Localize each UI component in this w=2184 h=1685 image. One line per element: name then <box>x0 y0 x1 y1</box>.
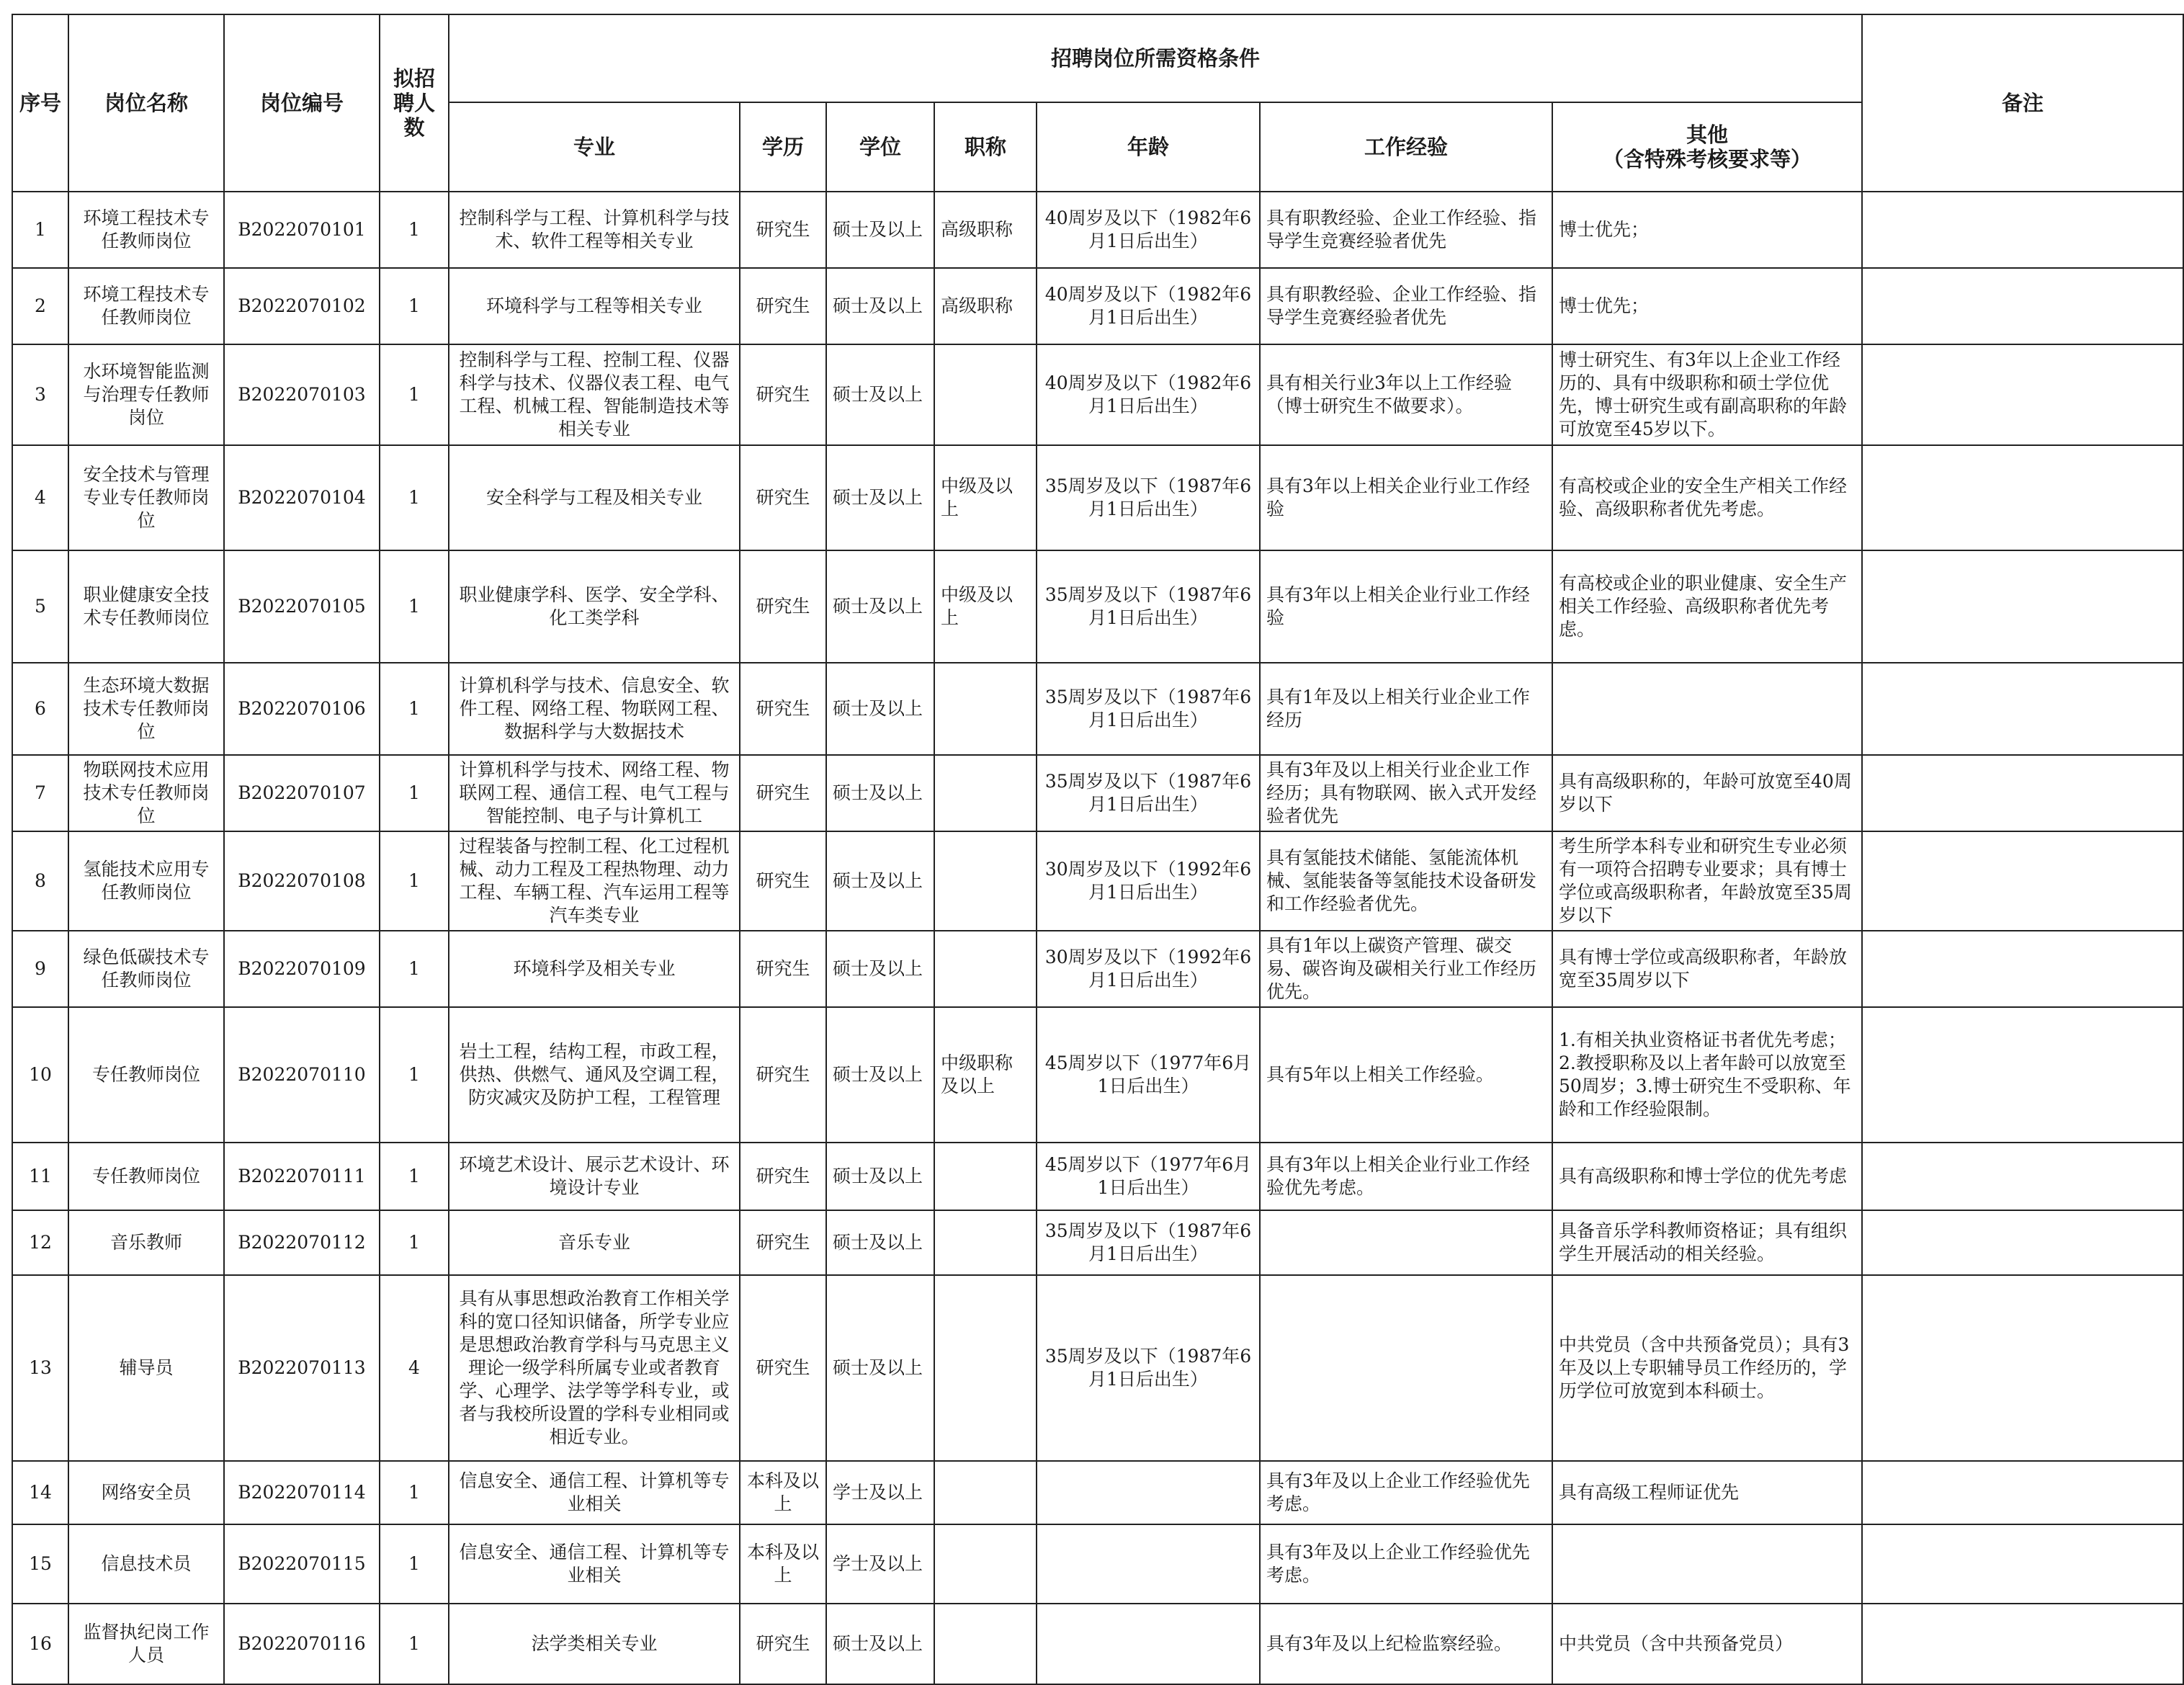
cell-other: 中共党员（含中共预备党员） <box>1552 1604 1862 1684</box>
cell-degree: 硕士及以上 <box>826 550 934 663</box>
cell-seq: 12 <box>12 1210 68 1275</box>
table-row <box>12 192 2183 268</box>
header-other-line2: （含特殊考核要求等） <box>1603 147 1812 171</box>
cell-education: 研究生 <box>740 268 826 344</box>
cell-other: 具有高级工程师证优先 <box>1552 1461 1862 1524</box>
cell-age: 40周岁及以下（1982年6月1日后出生） <box>1037 344 1260 445</box>
cell-experience <box>1260 1275 1552 1461</box>
cell-title <box>934 1210 1037 1275</box>
cell-major: 计算机科学与技术、信息安全、软件工程、网络工程、物联网工程、数据科学与大数据技术 <box>449 663 740 755</box>
cell-hire-count: 4 <box>380 1275 449 1461</box>
cell-remark <box>1862 1604 2183 1684</box>
cell-position-code: B2022070105 <box>224 550 380 663</box>
cell-experience: 具有职教经验、企业工作经验、指导学生竞赛经验者优先 <box>1260 268 1552 344</box>
cell-degree: 硕士及以上 <box>826 1143 934 1210</box>
cell-major: 具有从事思想政治教育工作相关学科的宽口径知识储备，所学专业应是思想政治教育学科与马克思主义理论一级学科所属专业或者教育学、心理学、法学等学科专业，或者与我校所设置的学科专业相同或相近专业。 <box>449 1275 740 1461</box>
cell-hire-count: 1 <box>380 663 449 755</box>
cell-seq: 15 <box>12 1524 68 1604</box>
cell-age <box>1037 1524 1260 1604</box>
cell-remark <box>1862 1275 2183 1461</box>
cell-other: 考生所学本科专业和研究生专业必须有一项符合招聘专业要求；具有博士学位或高级职称者，年龄放宽至35周岁以下 <box>1552 831 1862 931</box>
cell-seq: 5 <box>12 550 68 663</box>
cell-experience: 具有3年以上相关企业行业工作经验 <box>1260 445 1552 550</box>
cell-title: 中级及以上 <box>934 550 1037 663</box>
header-degree: 学位 <box>826 102 934 192</box>
header-education: 学历 <box>740 102 826 192</box>
cell-education: 研究生 <box>740 1275 826 1461</box>
cell-position-code: B2022070107 <box>224 755 380 831</box>
cell-experience: 具有3年及以上企业工作经验优先考虑。 <box>1260 1524 1552 1604</box>
header-hire-count: 拟招聘人数 <box>380 14 449 192</box>
cell-age: 35周岁及以下（1987年6月1日后出生） <box>1037 1210 1260 1275</box>
cell-position-name: 监督执纪岗工作人员 <box>68 1604 224 1684</box>
cell-seq: 2 <box>12 268 68 344</box>
cell-degree: 硕士及以上 <box>826 344 934 445</box>
cell-title <box>934 1143 1037 1210</box>
table-row <box>12 1524 2183 1604</box>
cell-title: 高级职称 <box>934 192 1037 268</box>
cell-hire-count: 1 <box>380 755 449 831</box>
cell-hire-count: 1 <box>380 192 449 268</box>
cell-remark <box>1862 1007 2183 1143</box>
cell-age: 40周岁及以下（1982年6月1日后出生） <box>1037 268 1260 344</box>
cell-position-name: 环境工程技术专任教师岗位 <box>68 268 224 344</box>
cell-degree: 硕士及以上 <box>826 663 934 755</box>
cell-other <box>1552 663 1862 755</box>
cell-title <box>934 931 1037 1007</box>
cell-experience: 具有相关行业3年以上工作经验（博士研究生不做要求）。 <box>1260 344 1552 445</box>
recruitment-table <box>12 14 2184 1685</box>
cell-position-code: B2022070109 <box>224 931 380 1007</box>
cell-education: 研究生 <box>740 192 826 268</box>
cell-seq: 14 <box>12 1461 68 1524</box>
cell-education: 研究生 <box>740 755 826 831</box>
cell-title: 中级职称及以上 <box>934 1007 1037 1143</box>
cell-position-name: 氢能技术应用专任教师岗位 <box>68 831 224 931</box>
cell-position-code: B2022070115 <box>224 1524 380 1604</box>
cell-position-name: 音乐教师 <box>68 1210 224 1275</box>
cell-experience: 具有1年以上碳资产管理、碳交易、碳咨询及碳相关行业工作经历优先。 <box>1260 931 1552 1007</box>
cell-other: 具有高级职称和博士学位的优先考虑 <box>1552 1143 1862 1210</box>
table-row <box>12 663 2183 755</box>
table-row <box>12 445 2183 550</box>
cell-title <box>934 1461 1037 1524</box>
cell-position-code: B2022070104 <box>224 445 380 550</box>
table-row <box>12 1275 2183 1461</box>
cell-degree: 硕士及以上 <box>826 445 934 550</box>
cell-seq: 6 <box>12 663 68 755</box>
cell-other <box>1552 1524 1862 1604</box>
cell-experience: 具有氢能技术储能、氢能流体机械、氢能装备等氢能技术设备研发和工作经验者优先。 <box>1260 831 1552 931</box>
cell-age: 35周岁及以下（1987年6月1日后出生） <box>1037 1275 1260 1461</box>
cell-education: 研究生 <box>740 831 826 931</box>
cell-degree: 学士及以上 <box>826 1524 934 1604</box>
cell-remark <box>1862 550 2183 663</box>
cell-major: 信息安全、通信工程、计算机等专业相关 <box>449 1461 740 1524</box>
cell-hire-count: 1 <box>380 344 449 445</box>
cell-hire-count: 1 <box>380 268 449 344</box>
cell-degree: 硕士及以上 <box>826 1007 934 1143</box>
cell-hire-count: 1 <box>380 445 449 550</box>
cell-position-name: 安全技术与管理专业专任教师岗位 <box>68 445 224 550</box>
cell-title <box>934 831 1037 931</box>
cell-position-name: 绿色低碳技术专任教师岗位 <box>68 931 224 1007</box>
cell-hire-count: 1 <box>380 931 449 1007</box>
cell-remark <box>1862 445 2183 550</box>
header-age: 年龄 <box>1037 102 1260 192</box>
cell-education: 研究生 <box>740 663 826 755</box>
cell-position-code: B2022070102 <box>224 268 380 344</box>
cell-title: 中级及以上 <box>934 445 1037 550</box>
cell-education: 本科及以上 <box>740 1461 826 1524</box>
cell-position-name: 专任教师岗位 <box>68 1007 224 1143</box>
cell-education: 研究生 <box>740 344 826 445</box>
cell-experience: 具有3年及以上纪检监察经验。 <box>1260 1604 1552 1684</box>
cell-remark <box>1862 663 2183 755</box>
table-row <box>12 1604 2183 1684</box>
cell-hire-count: 1 <box>380 1210 449 1275</box>
cell-degree: 硕士及以上 <box>826 831 934 931</box>
cell-education: 研究生 <box>740 1007 826 1143</box>
header-other-line1: 其他 <box>1686 122 1729 147</box>
cell-title: 高级职称 <box>934 268 1037 344</box>
table-row <box>12 1461 2183 1524</box>
cell-other: 1.有相关执业资格证书者优先考虑；2.教授职称及以上者年龄可以放宽至50周岁；3.博士研究生不受职称、年龄和工作经验限制。 <box>1552 1007 1862 1143</box>
header-title: 职称 <box>934 102 1037 192</box>
cell-remark <box>1862 831 2183 931</box>
cell-experience: 具有5年以上相关工作经验。 <box>1260 1007 1552 1143</box>
cell-remark <box>1862 344 2183 445</box>
cell-other: 具有高级职称的，年龄可放宽至40周岁以下 <box>1552 755 1862 831</box>
cell-position-code: B2022070113 <box>224 1275 380 1461</box>
cell-seq: 13 <box>12 1275 68 1461</box>
header-remark: 备注 <box>1862 14 2183 192</box>
table-row <box>12 268 2183 344</box>
cell-degree: 硕士及以上 <box>826 1275 934 1461</box>
cell-title <box>934 1524 1037 1604</box>
cell-position-code: B2022070110 <box>224 1007 380 1143</box>
header-other <box>1552 102 1862 192</box>
cell-position-name: 辅导员 <box>68 1275 224 1461</box>
cell-other: 博士优先； <box>1552 268 1862 344</box>
header-experience: 工作经验 <box>1260 102 1552 192</box>
table-row <box>12 931 2183 1007</box>
cell-degree: 硕士及以上 <box>826 755 934 831</box>
cell-education: 研究生 <box>740 931 826 1007</box>
table-row <box>12 831 2183 931</box>
cell-age <box>1037 1604 1260 1684</box>
cell-major: 环境科学及相关专业 <box>449 931 740 1007</box>
cell-experience: 具有3年以上相关企业行业工作经验优先考虑。 <box>1260 1143 1552 1210</box>
cell-major: 环境艺术设计、展示艺术设计、环境设计专业 <box>449 1143 740 1210</box>
header-seq: 序号 <box>12 14 68 192</box>
cell-hire-count: 1 <box>380 831 449 931</box>
cell-age <box>1037 1461 1260 1524</box>
cell-major: 信息安全、通信工程、计算机等专业相关 <box>449 1524 740 1604</box>
cell-remark <box>1862 1461 2183 1524</box>
cell-seq: 7 <box>12 755 68 831</box>
cell-title <box>934 663 1037 755</box>
cell-age: 30周岁及以下（1992年6月1日后出生） <box>1037 931 1260 1007</box>
cell-title <box>934 1604 1037 1684</box>
cell-seq: 1 <box>12 192 68 268</box>
cell-education: 研究生 <box>740 1604 826 1684</box>
cell-major: 过程装备与控制工程、化工过程机械、动力工程及工程热物理、动力工程、车辆工程、汽车运用工程等汽车类专业 <box>449 831 740 931</box>
cell-seq: 9 <box>12 931 68 1007</box>
table-row <box>12 1143 2183 1210</box>
cell-seq: 10 <box>12 1007 68 1143</box>
table-body <box>12 192 2183 1684</box>
cell-remark <box>1862 755 2183 831</box>
cell-education: 本科及以上 <box>740 1524 826 1604</box>
cell-position-name: 生态环境大数据技术专任教师岗位 <box>68 663 224 755</box>
cell-age: 35周岁及以下（1987年6月1日后出生） <box>1037 663 1260 755</box>
cell-age: 45周岁以下（1977年6月1日后出生） <box>1037 1143 1260 1210</box>
cell-experience: 具有3年以上相关企业行业工作经验 <box>1260 550 1552 663</box>
cell-position-code: B2022070116 <box>224 1604 380 1684</box>
cell-other: 博士优先； <box>1552 192 1862 268</box>
cell-degree: 硕士及以上 <box>826 268 934 344</box>
cell-position-name: 信息技术员 <box>68 1524 224 1604</box>
header-qualifications: 招聘岗位所需资格条件 <box>449 14 1862 102</box>
cell-remark <box>1862 1143 2183 1210</box>
cell-seq: 8 <box>12 831 68 931</box>
cell-title <box>934 344 1037 445</box>
cell-degree: 硕士及以上 <box>826 1210 934 1275</box>
cell-age: 40周岁及以下（1982年6月1日后出生） <box>1037 192 1260 268</box>
cell-degree: 硕士及以上 <box>826 931 934 1007</box>
table-row <box>12 344 2183 445</box>
cell-hire-count: 1 <box>380 1143 449 1210</box>
cell-position-code: B2022070112 <box>224 1210 380 1275</box>
cell-age: 35周岁及以下（1987年6月1日后出生） <box>1037 550 1260 663</box>
cell-position-code: B2022070111 <box>224 1143 380 1210</box>
cell-remark <box>1862 1210 2183 1275</box>
cell-age: 35周岁及以下（1987年6月1日后出生） <box>1037 445 1260 550</box>
cell-education: 研究生 <box>740 445 826 550</box>
cell-major: 控制科学与工程、计算机科学与技术、软件工程等相关专业 <box>449 192 740 268</box>
cell-age: 30周岁及以下（1992年6月1日后出生） <box>1037 831 1260 931</box>
cell-major: 计算机科学与技术、网络工程、物联网工程、通信工程、电气工程与智能控制、电子与计算机工 <box>449 755 740 831</box>
cell-major: 控制科学与工程、控制工程、仪器科学与技术、仪器仪表工程、电气工程、机械工程、智能制造技术等相关专业 <box>449 344 740 445</box>
cell-hire-count: 1 <box>380 1461 449 1524</box>
cell-remark <box>1862 931 2183 1007</box>
table-row <box>12 550 2183 663</box>
cell-position-name: 水环境智能监测与治理专任教师岗位 <box>68 344 224 445</box>
cell-position-code: B2022070106 <box>224 663 380 755</box>
cell-major: 职业健康学科、医学、安全学科、化工类学科 <box>449 550 740 663</box>
cell-position-code: B2022070114 <box>224 1461 380 1524</box>
cell-hire-count: 1 <box>380 550 449 663</box>
cell-experience: 具有职教经验、企业工作经验、指导学生竞赛经验者优先 <box>1260 192 1552 268</box>
cell-other: 具有博士学位或高级职称者，年龄放宽至35周岁以下 <box>1552 931 1862 1007</box>
cell-position-name: 网络安全员 <box>68 1461 224 1524</box>
table-row <box>12 1007 2183 1143</box>
cell-other: 博士研究生、有3年以上企业工作经历的、具有中级职称和硕士学位优先，博士研究生或有副高职称的年龄可放宽至45岁以下。 <box>1552 344 1862 445</box>
cell-major: 音乐专业 <box>449 1210 740 1275</box>
table-row <box>12 755 2183 831</box>
cell-degree: 硕士及以上 <box>826 1604 934 1684</box>
header-position-name: 岗位名称 <box>68 14 224 192</box>
cell-other: 有高校或企业的安全生产相关工作经验、高级职称者优先考虑。 <box>1552 445 1862 550</box>
cell-age: 35周岁及以下（1987年6月1日后出生） <box>1037 755 1260 831</box>
cell-major: 安全科学与工程及相关专业 <box>449 445 740 550</box>
cell-degree: 学士及以上 <box>826 1461 934 1524</box>
cell-position-name: 职业健康安全技术专任教师岗位 <box>68 550 224 663</box>
cell-major: 岩土工程，结构工程，市政工程，供热、供燃气、通风及空调工程，防灾减灾及防护工程，工程管理 <box>449 1007 740 1143</box>
cell-other: 有高校或企业的职业健康、安全生产相关工作经验、高级职称者优先考虑。 <box>1552 550 1862 663</box>
cell-major: 环境科学与工程等相关专业 <box>449 268 740 344</box>
cell-education: 研究生 <box>740 550 826 663</box>
cell-seq: 3 <box>12 344 68 445</box>
cell-remark <box>1862 1524 2183 1604</box>
cell-experience <box>1260 1210 1552 1275</box>
cell-hire-count: 1 <box>380 1524 449 1604</box>
cell-degree: 硕士及以上 <box>826 192 934 268</box>
cell-title <box>934 1275 1037 1461</box>
cell-other: 中共党员（含中共预备党员）；具有3年及以上专职辅导员工作经历的，学历学位可放宽到本科硕士。 <box>1552 1275 1862 1461</box>
table-row <box>12 1210 2183 1275</box>
cell-other: 具备音乐学科教师资格证；具有组织学生开展活动的相关经验。 <box>1552 1210 1862 1275</box>
cell-experience: 具有3年及以上相关行业企业工作经历；具有物联网、嵌入式开发经验者优先 <box>1260 755 1552 831</box>
cell-seq: 16 <box>12 1604 68 1684</box>
cell-position-name: 环境工程技术专任教师岗位 <box>68 192 224 268</box>
cell-age: 45周岁以下（1977年6月1日后出生） <box>1037 1007 1260 1143</box>
cell-title <box>934 755 1037 831</box>
cell-remark <box>1862 192 2183 268</box>
cell-position-code: B2022070103 <box>224 344 380 445</box>
cell-major: 法学类相关专业 <box>449 1604 740 1684</box>
cell-education: 研究生 <box>740 1210 826 1275</box>
cell-experience: 具有3年及以上企业工作经验优先考虑。 <box>1260 1461 1552 1524</box>
cell-experience: 具有1年及以上相关行业企业工作经历 <box>1260 663 1552 755</box>
cell-hire-count: 1 <box>380 1007 449 1143</box>
cell-position-name: 物联网技术应用技术专任教师岗位 <box>68 755 224 831</box>
cell-position-code: B2022070108 <box>224 831 380 931</box>
cell-seq: 4 <box>12 445 68 550</box>
cell-seq: 11 <box>12 1143 68 1210</box>
cell-hire-count: 1 <box>380 1604 449 1684</box>
cell-position-code: B2022070101 <box>224 192 380 268</box>
cell-position-name: 专任教师岗位 <box>68 1143 224 1210</box>
cell-education: 研究生 <box>740 1143 826 1210</box>
header-major: 专业 <box>449 102 740 192</box>
cell-remark <box>1862 268 2183 344</box>
header-position-code: 岗位编号 <box>224 14 380 192</box>
